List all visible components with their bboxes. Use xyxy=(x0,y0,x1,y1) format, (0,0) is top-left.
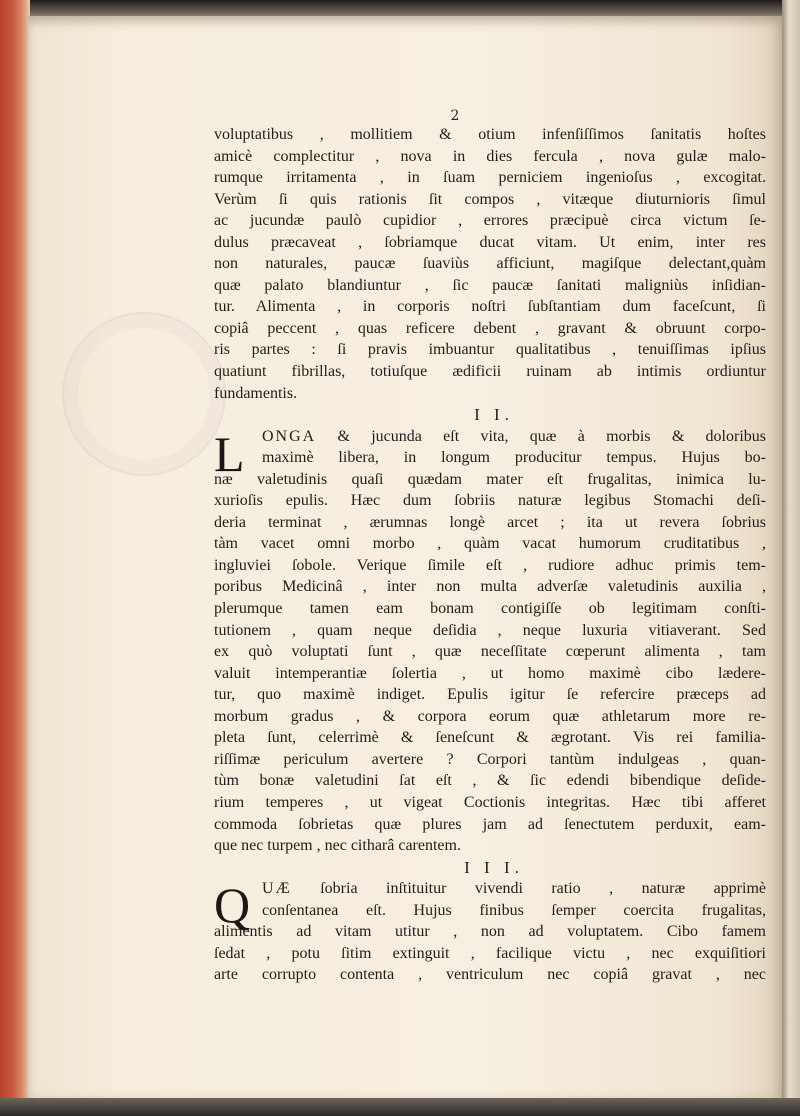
text-line: copiâ peccent , quas reficere debent , gravant & obruunt corpo- xyxy=(214,319,766,337)
text-line: Verùm ſi quis rationis ſit compos , vitæque diuturnioris ſimul xyxy=(214,190,766,208)
opening-line-rest: & jucunda eſt vita, quæ à morbis & doloribus xyxy=(316,427,766,445)
text-line: ingluviei ſobole. Verique ſimile eſt , rudiore adhuc primis tem- xyxy=(214,556,766,574)
text-line: rumque irritamenta , in ſuam perniciem ingenioſus , excogitat. xyxy=(214,169,766,187)
right-page-edge xyxy=(782,0,800,1116)
text-line: næ valetudinis quaſi quædam mater eſt frugalitas, inimica lu- xyxy=(214,470,766,488)
text-line: tutionem , quam neque deſidia , neque luxuria vitiaverant. Sed xyxy=(214,621,766,639)
text-line: valuit intemperantiæ ſolertia , ut homo maximè cibo lædere- xyxy=(214,664,766,682)
text-line: plerumque tamen eam bonam contigiſſe ob legitimam conſti- xyxy=(214,600,766,618)
drop-cap-letter: Q xyxy=(214,877,251,934)
text-line: quæ palato blandiuntur , ſic paucæ ſanitati maligniùs inſidian- xyxy=(214,276,766,294)
text-line: arte corrupto contenta , ventriculum nec copiâ gravat , nec xyxy=(214,966,766,984)
text-line: fundamentis. xyxy=(214,384,298,402)
text-line: tàm vacet omni morbo , quàm vacat humorum cruditatibus , xyxy=(214,535,766,553)
text-line: tùm bonæ valetudini ſat eſt , & ſic edendi bibendique deſide- xyxy=(214,772,766,790)
text-line: ſedat , potu ſitim extinguit , facilique victu , nec exquiſitiori xyxy=(214,944,766,962)
drop-cap-letter: L xyxy=(214,425,245,482)
book-bottom-shadow xyxy=(0,1098,800,1116)
section-heading-3: I I I. xyxy=(464,857,524,877)
red-page-edge xyxy=(0,0,30,1116)
text-line: quatiunt fibrillas, totiuſque ædificii ruinam ab intimis ordiuntur xyxy=(214,363,766,381)
text-line: tur, quo maximè indiget. Epulis igitur ſe refercire præceps ad xyxy=(214,686,766,704)
text-line: voluptatibus , mollitiem & otium infenſiſſimos ſanitatis hoſtes xyxy=(214,126,766,143)
text-line: dulus præcaveat , ſobriamque ducat vitam. Ut enim, inter res xyxy=(214,233,766,251)
text-line: tur. Alimenta , in corporis noſtri ſubſtantiam dum faceſcunt, ſi xyxy=(214,298,766,316)
text-line: ac jucundæ paulò cupidior , errores præcipuè circa victum ſe- xyxy=(214,212,766,230)
text-line: rium temperes , ut vigeat Coctionis integritas. Hæc tibi afferet xyxy=(214,793,766,811)
text-line xyxy=(214,878,766,900)
page-number: 2 xyxy=(450,108,460,124)
text-line: conſentanea eſt. Hujus finibus ſemper coercita frugalitas, xyxy=(262,901,766,919)
text-line: amicè complectitur , nova in dies fercula , nova gulæ malo- xyxy=(214,147,766,165)
text-line: riſſimæ periculum avertere ? Corpori tantùm indulgeas , quan- xyxy=(214,750,766,768)
text-line xyxy=(214,426,766,448)
opening-word: UÆ xyxy=(262,880,292,898)
text-line: ex quò voluptati ſunt , quæ neceſſitate cœperunt alimenta , tam xyxy=(214,643,766,661)
text-line: que nec turpem , nec citharâ carentem. xyxy=(214,837,461,855)
opening-word: ONGA xyxy=(262,427,317,445)
text-line: commoda ſobrietas quæ plures jam ad ſenectutem perduxit, eam- xyxy=(214,815,766,833)
text-line: deria terminat , ærumnas longè arcet ; ita ut revera ſobrius xyxy=(214,513,766,531)
text-line: xurioſis epulis. Hæc dum ſobriis naturæ legibus Stomachi deſi- xyxy=(214,492,766,510)
text-line: ris partes : ſi pravis imbuantur qualitatibus , tenuiſſimas ipſius xyxy=(214,341,766,359)
section-heading-2: I I. xyxy=(474,405,514,425)
faded-library-stamp xyxy=(62,312,226,476)
text-line: poribus Medicinâ , inter non multa adverſæ valetudinis auxilia , xyxy=(214,578,766,596)
text-line: maximè libera, in longum producitur tempus. Hujus bo- xyxy=(262,449,766,467)
text-line: non naturales, paucæ ſuaviùs afficiunt, magiſque delectant,quàm xyxy=(214,255,766,273)
text-line: morbum gradus , & corpora eorum quæ athletarum more re- xyxy=(214,707,766,725)
page-text xyxy=(214,124,766,986)
opening-line-rest: ſobria inſtituitur vivendi ratio , naturæ apprimè xyxy=(291,880,766,898)
text-line: pleta ſunt, celerrimè & ſeneſcunt & ægrotant. Vis rei familia- xyxy=(214,729,766,747)
text-line: alimentis ad vitam utitur , non ad voluptatem. Cibo famem xyxy=(214,923,766,941)
